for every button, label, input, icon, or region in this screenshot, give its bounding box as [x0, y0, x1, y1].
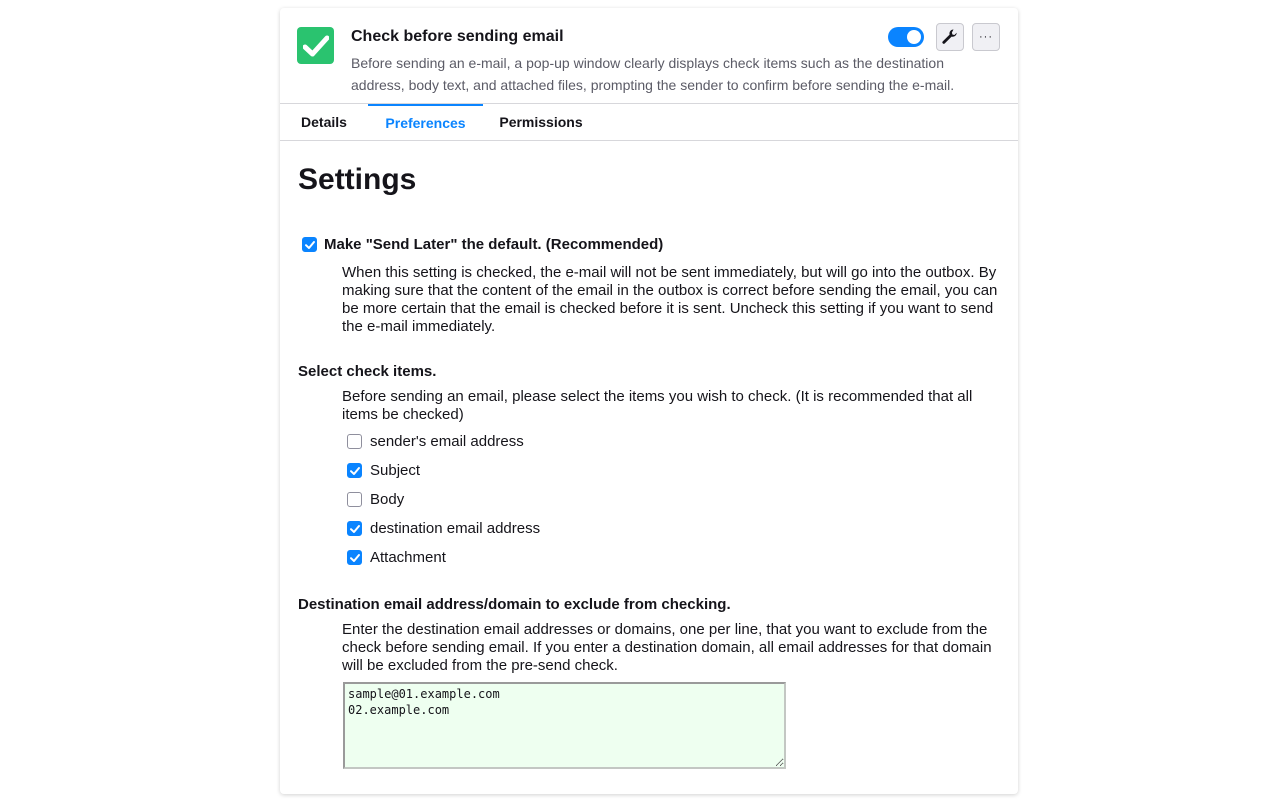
tab-permissions[interactable]: Permissions: [499, 114, 583, 130]
send-later-description: When this setting is checked, the e-mail will not be sent immediately, but will go into the outbox. By making sure that the content of the email in the outbox is correct before sending the email, you can be more certain that the email is checked before it is sent. Uncheck this setting if you want to send the e-mail immediately.: [342, 264, 998, 335]
check-icon: [349, 465, 361, 477]
check-item-destination[interactable]: [347, 518, 540, 538]
body-checkbox[interactable]: [347, 492, 362, 507]
exclude-description: Enter the destination email addresses or domains, one per line, that you want to exclude from the check before sending email. If you enter a destination domain, all email addresses for that domain will be excluded from the pre-send check.: [342, 621, 992, 674]
sender-checkbox[interactable]: [347, 434, 362, 449]
tab-preferences[interactable]: Preferences: [368, 104, 483, 140]
tab-bar: [280, 104, 1018, 141]
check-item-label: Body: [370, 490, 405, 508]
send-later-checkbox[interactable]: [302, 237, 317, 252]
check-icon: [304, 239, 316, 251]
addon-icon: [297, 27, 334, 64]
check-item-label: Subject: [370, 461, 421, 479]
check-item-sender[interactable]: [347, 431, 524, 451]
destination-checkbox[interactable]: [347, 521, 362, 536]
addon-controls: [888, 23, 1000, 51]
more-icon: ···: [979, 31, 993, 43]
exclude-textarea[interactable]: [343, 682, 786, 769]
check-item-subject[interactable]: [347, 460, 420, 480]
page-title: Settings: [298, 163, 417, 196]
addon-header: [280, 8, 1018, 104]
wrench-icon: [941, 28, 959, 46]
preferences-button[interactable]: [936, 23, 964, 51]
check-item-label: sender's email address: [370, 432, 524, 450]
attachment-checkbox[interactable]: [347, 550, 362, 565]
exclude-heading: Destination email address/domain to exclude from checking.: [298, 596, 731, 613]
checkmark-icon: [303, 35, 329, 57]
toggle-knob: [907, 30, 921, 44]
subject-checkbox[interactable]: [347, 463, 362, 478]
addon-card: [280, 8, 1018, 794]
check-item-label: Attachment: [370, 548, 446, 566]
check-item-body[interactable]: [347, 489, 404, 509]
check-item-label: destination email address: [370, 519, 541, 537]
send-later-row: [302, 236, 663, 253]
check-items-heading: Select check items.: [298, 363, 437, 380]
send-later-label: Make "Send Later" the default. (Recommended): [324, 236, 664, 253]
tab-details[interactable]: Details: [301, 114, 347, 130]
enable-toggle[interactable]: [888, 27, 924, 47]
check-icon: [349, 552, 361, 564]
check-icon: [349, 523, 361, 535]
more-options-button[interactable]: [972, 23, 1000, 51]
check-items-description: Before sending an email, please select the items you wish to check. (It is recommended that all items be checked): [342, 388, 973, 423]
check-item-attachment[interactable]: [347, 547, 446, 567]
addon-description: Before sending an e-mail, a pop-up window clearly displays check items such as the destination address, body text, and attached files, prompting the sender to confirm before sending the e-mail.: [351, 55, 955, 93]
addon-name: Check before sending email: [351, 28, 564, 45]
